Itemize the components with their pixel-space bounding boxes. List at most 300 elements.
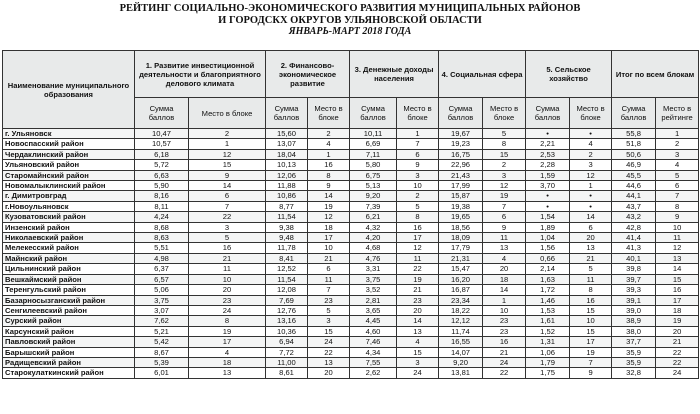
report-title: РЕЙТИНГ СОЦИАЛЬНО-ЭКОНОМИЧЕСКОГО РАЗВИТИЯ МУНИЦИПАЛЬНЫХ РАЙОНОВ [119,3,581,14]
agri-place-cell: • [570,191,612,201]
agri-sum-cell: 1,61 [526,316,570,326]
rating-table [2,50,699,379]
rating-place-cell: 24 [656,368,699,378]
income-sum-cell: 4,34 [350,347,397,357]
total-sum-cell: 40,1 [612,253,656,263]
agri-place-cell: 9 [570,368,612,378]
municipality-name-cell: Карсунский район [3,326,135,336]
income-place-cell: 14 [397,316,439,326]
invest-place-cell: 24 [189,305,266,315]
group-header-total: Итог по всем блокам [612,51,699,98]
total-sum-cell: 44,1 [612,191,656,201]
agri-place-cell: 14 [570,212,612,222]
income-sum-cell: 10,11 [350,129,397,139]
table-row [3,285,699,295]
invest-place-cell: 7 [189,201,266,211]
income-sum-cell: 2,62 [350,368,397,378]
income-place-cell: 13 [397,326,439,336]
agri-place-cell: 2 [570,149,612,159]
municipality-name-cell: г.Новоульяновск [3,201,135,211]
agri-sum-cell: 1,72 [526,285,570,295]
income-sum-cell: 7,55 [350,357,397,367]
invest-sum-cell: 6,01 [135,368,189,378]
social-sum-cell: 16,87 [439,285,483,295]
rating-place-cell: 10 [656,222,699,232]
social-place-cell: 23 [483,326,526,336]
sub-header-place: Место в блоке [397,98,439,129]
social-place-cell: 13 [483,243,526,253]
municipality-name-cell: Новомалыклинский район [3,181,135,191]
municipality-name-cell: Чердаклинский район [3,149,135,159]
sub-header-sum: Сумма баллов [439,98,483,129]
income-sum-cell: 6,75 [350,170,397,180]
sub-header-sum: Сумма баллов [350,98,397,129]
social-sum-cell: 12,12 [439,316,483,326]
income-place-cell: 10 [397,181,439,191]
social-place-cell: 18 [483,274,526,284]
invest-place-cell: 13 [189,368,266,378]
invest-sum-cell: 5,21 [135,326,189,336]
total-sum-cell: 39,1 [612,295,656,305]
income-sum-cell: 4,76 [350,253,397,263]
agri-sum-cell: 1,04 [526,233,570,243]
agri-place-cell: 12 [570,170,612,180]
municipality-name-cell: Цильнинский район [3,264,135,274]
agri-sum-cell: 3,70 [526,181,570,191]
finance-place-cell: 24 [308,337,350,347]
invest-sum-cell: 5,39 [135,357,189,367]
finance-place-cell: 8 [308,170,350,180]
social-place-cell: 24 [483,357,526,367]
municipality-name-cell: Инзенский район [3,222,135,232]
invest-place-cell: 9 [189,170,266,180]
table-row [3,347,699,357]
municipality-name-cell: Новоспасский район [3,139,135,149]
social-sum-cell: 17,99 [439,181,483,191]
finance-place-cell: 16 [308,160,350,170]
rating-place-cell: 22 [656,357,699,367]
rating-place-cell: 21 [656,337,699,347]
social-sum-cell: 13,81 [439,368,483,378]
income-place-cell: 20 [397,305,439,315]
income-place-cell: 2 [397,191,439,201]
agri-place-cell: 15 [570,326,612,336]
finance-sum-cell: 18,04 [266,149,308,159]
group-header-finance: 2. Финансово-экономическое развитие [266,51,350,98]
rating-place-cell: 22 [656,347,699,357]
rating-place-cell: 19 [656,316,699,326]
rating-place-cell: 14 [656,264,699,274]
invest-place-cell: 23 [189,295,266,305]
finance-place-cell: 22 [308,347,350,357]
sub-header-sum: Сумма баллов [612,98,656,129]
finance-place-cell: 11 [308,274,350,284]
income-place-cell: 3 [397,170,439,180]
agri-sum-cell: 1,56 [526,243,570,253]
finance-sum-cell: 8,61 [266,368,308,378]
total-sum-cell: 55,8 [612,129,656,139]
social-sum-cell: 16,20 [439,274,483,284]
table-row [3,274,699,284]
name-column-header: Наименование муниципального образования [3,51,135,129]
sub-header-place-rating: Место в рейтинге [656,98,699,129]
income-place-cell: 23 [397,295,439,305]
finance-sum-cell: 11,54 [266,212,308,222]
social-place-cell: 8 [483,139,526,149]
rating-place-cell: 3 [656,149,699,159]
table-row [3,243,699,253]
social-place-cell: 2 [483,160,526,170]
rating-place-cell: 16 [656,285,699,295]
social-sum-cell: 16,55 [439,337,483,347]
total-sum-cell: 43,2 [612,212,656,222]
agri-place-cell: 13 [570,243,612,253]
agri-place-cell: 1 [570,181,612,191]
municipality-name-cell: Николаевский район [3,233,135,243]
agri-sum-cell: • [526,191,570,201]
invest-sum-cell: 3,75 [135,295,189,305]
finance-sum-cell: 11,78 [266,243,308,253]
agri-sum-cell: 1,46 [526,295,570,305]
income-place-cell: 16 [397,222,439,232]
social-place-cell: 9 [483,222,526,232]
invest-sum-cell: 8,68 [135,222,189,232]
agri-place-cell: 4 [570,139,612,149]
agri-place-cell: 15 [570,305,612,315]
rating-place-cell: 8 [656,201,699,211]
table-row [3,181,699,191]
invest-sum-cell: 8,16 [135,191,189,201]
invest-place-cell: 22 [189,212,266,222]
income-place-cell: 8 [397,212,439,222]
total-sum-cell: 41,4 [612,233,656,243]
table-row [3,368,699,378]
invest-sum-cell: 6,63 [135,170,189,180]
invest-place-cell: 18 [189,357,266,367]
table-row [3,305,699,315]
table-row [3,160,699,170]
income-place-cell: 7 [397,139,439,149]
invest-sum-cell: 5,06 [135,285,189,295]
social-sum-cell: 11,74 [439,326,483,336]
finance-place-cell: 12 [308,212,350,222]
municipality-name-cell: Старокулаткинский район [3,368,135,378]
income-sum-cell: 4,60 [350,326,397,336]
municipality-name-cell: Ульяновский район [3,160,135,170]
group-header-social: 4. Социальная сфера [439,51,526,98]
municipality-name-cell: Майнский район [3,253,135,263]
social-place-cell: 1 [483,295,526,305]
invest-place-cell: 6 [189,191,266,201]
rating-place-cell: 4 [656,160,699,170]
municipality-name-cell: Барышский район [3,347,135,357]
social-sum-cell: 14,07 [439,347,483,357]
invest-sum-cell: 5,90 [135,181,189,191]
rating-place-cell: 2 [656,139,699,149]
municipality-name-cell: Сурский район [3,316,135,326]
agri-sum-cell: 1,53 [526,305,570,315]
total-sum-cell: 46,9 [612,160,656,170]
income-place-cell: 12 [397,243,439,253]
municipality-name-cell: г. Димитровград [3,191,135,201]
invest-sum-cell: 5,72 [135,160,189,170]
sub-header-place: Место в блоке [570,98,612,129]
social-place-cell: 5 [483,129,526,139]
income-place-cell: 19 [397,274,439,284]
total-sum-cell: 38,0 [612,326,656,336]
municipality-name-cell: Павловский район [3,337,135,347]
agri-sum-cell: 1,52 [526,326,570,336]
table-row [3,139,699,149]
invest-sum-cell: 4,24 [135,212,189,222]
agri-place-cell: 21 [570,253,612,263]
income-place-cell: 24 [397,368,439,378]
table-row [3,295,699,305]
invest-sum-cell: 8,63 [135,233,189,243]
income-sum-cell: 3,75 [350,274,397,284]
invest-sum-cell: 6,37 [135,264,189,274]
invest-place-cell: 17 [189,337,266,347]
social-sum-cell: 19,23 [439,139,483,149]
invest-sum-cell: 8,11 [135,201,189,211]
finance-place-cell: 1 [308,149,350,159]
agri-place-cell: 8 [570,285,612,295]
social-place-cell: 16 [483,337,526,347]
total-sum-cell: 51,8 [612,139,656,149]
income-place-cell: 9 [397,160,439,170]
table-row [3,212,699,222]
income-sum-cell: 9,20 [350,191,397,201]
invest-place-cell: 12 [189,149,266,159]
social-sum-cell: 17,79 [439,243,483,253]
income-sum-cell: 3,31 [350,264,397,274]
invest-place-cell: 16 [189,243,266,253]
rating-place-cell: 12 [656,243,699,253]
income-place-cell: 21 [397,285,439,295]
agri-sum-cell: 1,59 [526,170,570,180]
municipality-name-cell: г. Ульяновск [3,129,135,139]
social-place-cell: 22 [483,368,526,378]
finance-place-cell: 19 [308,201,350,211]
income-sum-cell: 7,39 [350,201,397,211]
finance-sum-cell: 8,77 [266,201,308,211]
income-place-cell: 3 [397,357,439,367]
finance-place-cell: 3 [308,316,350,326]
finance-sum-cell: 7,72 [266,347,308,357]
agri-sum-cell: • [526,129,570,139]
income-sum-cell: 4,20 [350,233,397,243]
table-body [3,129,699,379]
finance-place-cell: 17 [308,233,350,243]
invest-sum-cell: 4,98 [135,253,189,263]
social-sum-cell: 15,87 [439,191,483,201]
social-place-cell: 21 [483,347,526,357]
finance-sum-cell: 15,60 [266,129,308,139]
sub-header-sum: Сумма баллов [526,98,570,129]
rating-place-cell: 7 [656,191,699,201]
income-sum-cell: 2,81 [350,295,397,305]
total-sum-cell: 38,9 [612,316,656,326]
agri-place-cell: 3 [570,160,612,170]
invest-place-cell: 8 [189,316,266,326]
finance-sum-cell: 9,38 [266,222,308,232]
social-place-cell: 11 [483,233,526,243]
finance-place-cell: 6 [308,264,350,274]
agri-place-cell: • [570,129,612,139]
table-group-header [3,51,699,98]
finance-sum-cell: 11,88 [266,181,308,191]
invest-place-cell: 20 [189,285,266,295]
finance-place-cell: 18 [308,222,350,232]
social-sum-cell: 19,38 [439,201,483,211]
invest-place-cell: 21 [189,253,266,263]
social-place-cell: 4 [483,253,526,263]
income-sum-cell: 4,68 [350,243,397,253]
rating-place-cell: 9 [656,212,699,222]
income-place-cell: 11 [397,253,439,263]
invest-place-cell: 4 [189,347,266,357]
finance-sum-cell: 12,52 [266,264,308,274]
rating-place-cell: 6 [656,181,699,191]
total-sum-cell: 37,7 [612,337,656,347]
rating-place-cell: 5 [656,170,699,180]
municipality-name-cell: Теренгульский район [3,285,135,295]
income-sum-cell: 3,52 [350,285,397,295]
total-sum-cell: 35,9 [612,357,656,367]
agri-place-cell: • [570,201,612,211]
table-row [3,170,699,180]
report-header [0,0,700,38]
finance-sum-cell: 13,07 [266,139,308,149]
social-place-cell: 15 [483,149,526,159]
finance-sum-cell: 10,13 [266,160,308,170]
agri-place-cell: 19 [570,347,612,357]
agri-sum-cell: 2,21 [526,139,570,149]
agri-sum-cell: 2,53 [526,149,570,159]
agri-place-cell: 11 [570,274,612,284]
finance-place-cell: 13 [308,357,350,367]
municipality-name-cell: Радищевский район [3,357,135,367]
income-place-cell: 5 [397,201,439,211]
social-sum-cell: 21,31 [439,253,483,263]
table-row [3,201,699,211]
total-sum-cell: 44,6 [612,181,656,191]
social-sum-cell: 21,43 [439,170,483,180]
finance-sum-cell: 10,36 [266,326,308,336]
report-period: ЯНВАРЬ-МАРТ 2018 ГОДА [288,26,412,37]
finance-sum-cell: 10,86 [266,191,308,201]
rating-place-cell: 18 [656,305,699,315]
total-sum-cell: 35,9 [612,347,656,357]
finance-place-cell: 21 [308,253,350,263]
table-row [3,337,699,347]
total-sum-cell: 45,5 [612,170,656,180]
social-sum-cell: 9,20 [439,357,483,367]
invest-place-cell: 11 [189,264,266,274]
total-sum-cell: 39,7 [612,274,656,284]
finance-place-cell: 15 [308,326,350,336]
municipality-name-cell: Старомайнский район [3,170,135,180]
income-sum-cell: 4,45 [350,316,397,326]
report-subtitle: И ГОРОДСКХ ОКРУГОВ УЛЬЯНОВСКОЙ ОБЛАСТИ [218,15,482,26]
total-sum-cell: 39,0 [612,305,656,315]
municipality-name-cell: Кузоватовский район [3,212,135,222]
total-sum-cell: 41,3 [612,243,656,253]
agri-place-cell: 16 [570,295,612,305]
income-sum-cell: 6,21 [350,212,397,222]
finance-place-cell: 20 [308,368,350,378]
agri-place-cell: 6 [570,222,612,232]
agri-sum-cell: 1,54 [526,212,570,222]
social-place-cell: 19 [483,191,526,201]
invest-sum-cell: 5,51 [135,243,189,253]
total-sum-cell: 39,3 [612,285,656,295]
social-sum-cell: 18,09 [439,233,483,243]
total-sum-cell: 50,6 [612,149,656,159]
rating-place-cell: 1 [656,129,699,139]
finance-sum-cell: 12,08 [266,285,308,295]
agri-sum-cell: 1,06 [526,347,570,357]
agri-sum-cell: 1,63 [526,274,570,284]
income-place-cell: 22 [397,264,439,274]
invest-sum-cell: 10,57 [135,139,189,149]
income-sum-cell: 3,65 [350,305,397,315]
invest-sum-cell: 7,62 [135,316,189,326]
total-sum-cell: 32,8 [612,368,656,378]
municipality-name-cell: Базарносызганский район [3,295,135,305]
table-row [3,316,699,326]
social-place-cell: 14 [483,285,526,295]
invest-sum-cell: 6,57 [135,274,189,284]
agri-sum-cell: 1,31 [526,337,570,347]
invest-sum-cell: 5,42 [135,337,189,347]
total-sum-cell: 39,8 [612,264,656,274]
finance-sum-cell: 12,76 [266,305,308,315]
finance-sum-cell: 11,54 [266,274,308,284]
table-row [3,233,699,243]
invest-place-cell: 5 [189,233,266,243]
income-sum-cell: 6,69 [350,139,397,149]
finance-place-cell: 7 [308,285,350,295]
finance-place-cell: 10 [308,243,350,253]
social-sum-cell: 22,96 [439,160,483,170]
rating-place-cell: 15 [656,274,699,284]
income-sum-cell: 4,32 [350,222,397,232]
social-place-cell: 12 [483,181,526,191]
table-row [3,129,699,139]
income-sum-cell: 7,46 [350,337,397,347]
finance-sum-cell: 6,94 [266,337,308,347]
total-sum-cell: 42,8 [612,222,656,232]
social-place-cell: 20 [483,264,526,274]
table-row [3,264,699,274]
agri-place-cell: 7 [570,357,612,367]
social-sum-cell: 19,65 [439,212,483,222]
municipality-name-cell: Вешкаймский район [3,274,135,284]
income-place-cell: 17 [397,233,439,243]
invest-place-cell: 10 [189,274,266,284]
agri-sum-cell: 1,79 [526,357,570,367]
agri-sum-cell: 2,14 [526,264,570,274]
agri-sum-cell: 1,89 [526,222,570,232]
social-sum-cell: 15,47 [439,264,483,274]
social-sum-cell: 19,67 [439,129,483,139]
finance-place-cell: 2 [308,129,350,139]
agri-sum-cell: 0,66 [526,253,570,263]
finance-sum-cell: 8,41 [266,253,308,263]
group-header-agriculture: 5. Сельское хозяйство [526,51,612,98]
finance-place-cell: 9 [308,181,350,191]
